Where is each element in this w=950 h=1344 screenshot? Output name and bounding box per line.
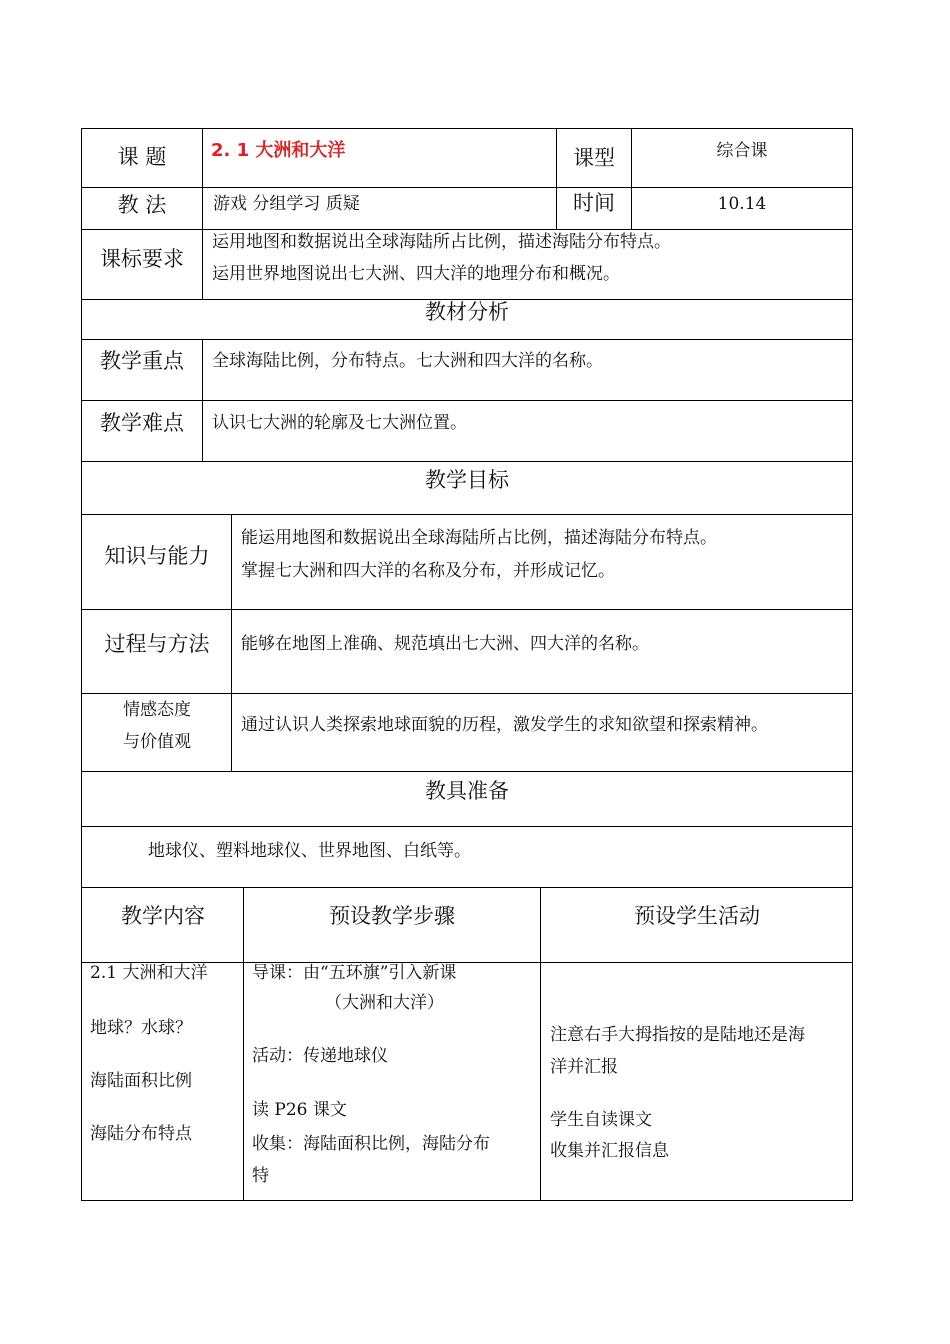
type-value: 综合课 [716, 141, 768, 161]
process-value: 能够在地图上准确、规范填出七大洲、四大洋的名称。 [241, 634, 649, 654]
standard-line-1: 运用地图和数据说出全球海陆所占比例，描述海陆分布特点。 [212, 232, 671, 252]
activity-line: 洋并汇报 [550, 1057, 618, 1077]
topic-value: 2. 1 大洲和大洋 [211, 140, 346, 161]
table-border-top [81, 128, 853, 129]
content-item: 2.1 大洲和大洋 [90, 963, 208, 983]
emotion-label-line-1: 情感态度 [123, 700, 191, 720]
step-activity: 活动：传递地球仪 [252, 1046, 388, 1066]
column-header-content: 教学内容 [121, 904, 205, 928]
standard-line-2: 运用世界地图说出七大洲、四大洋的地理分布和概况。 [212, 264, 620, 284]
time-value: 10.14 [717, 194, 767, 214]
row-divider [81, 609, 853, 610]
activity-line: 学生自读课文 [550, 1110, 652, 1130]
table-border-right [852, 128, 853, 1201]
standard-label: 课标要求 [100, 247, 184, 271]
column-divider [540, 887, 541, 1201]
row-divider [81, 771, 853, 772]
knowledge-line-2: 掌握七大洲和四大洋的名称及分布，并形成记忆。 [241, 561, 615, 581]
knowledge-line-1: 能运用地图和数据说出全球海陆所占比例，描述海陆分布特点。 [241, 528, 717, 548]
emotion-value: 通过认识人类探索地球面貌的历程，激发学生的求知欲望和探索精神。 [241, 715, 768, 735]
method-value: 游戏 分组学习 质疑 [213, 194, 360, 214]
content-item: 地球？水球？ [90, 1018, 192, 1038]
column-divider [202, 339, 203, 462]
row-divider [81, 339, 853, 340]
method-label: 教 法 [117, 193, 167, 217]
topic-label: 课 题 [117, 145, 167, 169]
column-divider [202, 128, 203, 300]
row-divider [81, 187, 853, 188]
table-border-left [81, 128, 82, 1201]
column-divider [556, 128, 557, 230]
column-divider [231, 514, 232, 772]
content-item: 海陆面积比例 [90, 1071, 192, 1091]
table-border-bottom [81, 1200, 853, 1201]
difficult-point-value: 认识七大洲的轮廓及七大洲位置。 [212, 413, 467, 433]
row-divider [81, 514, 853, 515]
step-collect-line-2: 特 [252, 1166, 269, 1186]
analysis-heading: 教材分析 [425, 300, 509, 324]
knowledge-label: 知识与能力 [104, 544, 210, 568]
column-divider [243, 887, 244, 1201]
goals-heading: 教学目标 [425, 468, 509, 492]
type-label: 课型 [573, 146, 615, 170]
row-divider [81, 693, 853, 694]
emotion-label-line-2: 与价值观 [123, 732, 191, 752]
row-divider [81, 887, 853, 888]
activity-line: 收集并汇报信息 [550, 1141, 669, 1161]
column-header-steps: 预设教学步骤 [329, 904, 455, 928]
row-divider [81, 826, 853, 827]
column-divider [631, 128, 632, 230]
row-divider [81, 400, 853, 401]
step-read: 读 P26 课文 [252, 1100, 347, 1120]
row-divider [81, 461, 853, 462]
process-label: 过程与方法 [104, 632, 210, 656]
key-point-label: 教学重点 [100, 349, 184, 373]
step-collect-line-1: 收集：海陆面积比例，海陆分布 [252, 1134, 490, 1154]
tools-heading: 教具准备 [425, 779, 509, 803]
tools-value: 地球仪、塑料地球仪、世界地图、白纸等。 [148, 841, 471, 861]
content-item: 海陆分布特点 [90, 1124, 192, 1144]
difficult-point-label: 教学难点 [100, 411, 184, 435]
column-header-activity: 预设学生活动 [634, 904, 760, 928]
step-intro: 导课：由“五环旗”引入新课 [252, 963, 457, 983]
time-label: 时间 [573, 191, 615, 215]
row-divider [81, 229, 853, 230]
activity-line: 注意右手大拇指按的是陆地还是海 [550, 1025, 805, 1045]
key-point-value: 全球海陆比例，分布特点。七大洲和四大洋的名称。 [212, 351, 603, 371]
step-intro-sub: （大洲和大洋） [325, 993, 444, 1013]
